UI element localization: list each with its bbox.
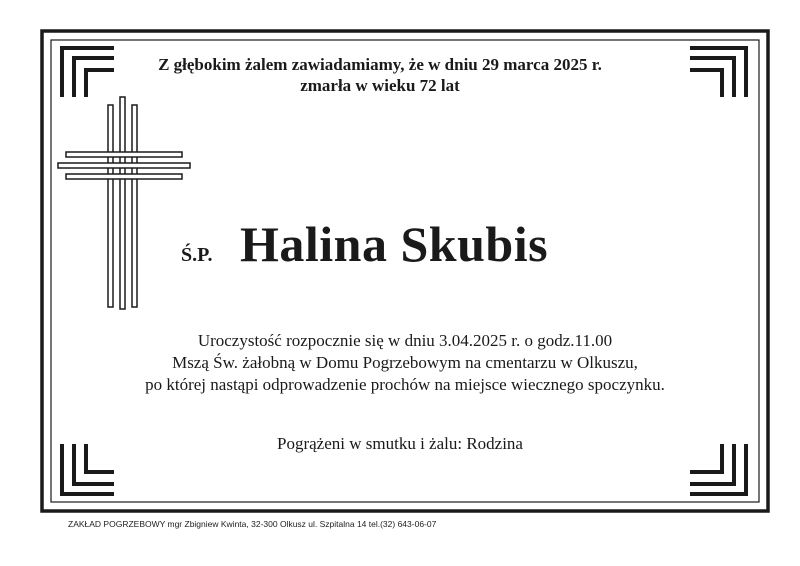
mourners-line: Pogrążeni w smutku i żalu: Rodzina (277, 434, 523, 453)
ceremony-line-2: Mszą Św. żałobną w Domu Pogrzebowym na cmentarzu w Olkuszu, (172, 353, 638, 372)
ceremony-line-3: po której nastąpi odprowadzenie prochów na miejsce wiecznego spoczynku. (145, 375, 665, 394)
ceremony-line-1: Uroczystość rozpocznie się w dniu 3.04.2025 r. o godz.11.00 (197, 331, 613, 350)
ceremony-details (100, 330, 710, 396)
deceased-prefix: Ś.P. (181, 244, 213, 266)
deceased-name: Halina Skubis (240, 216, 549, 272)
corner-ornament-icon (692, 48, 746, 95)
cross-icon (58, 97, 190, 309)
corner-ornament-icon (692, 446, 746, 494)
funeral-home-footer: ZAKŁAD POGRZEBOWY mgr Zbigniew Kwinta, 32-300 Olkusz ul. Szpitalna 14 tel.(32) 643-06-07 (68, 519, 437, 529)
announcement-line-2: zmarła w wieku 72 lat (300, 76, 460, 95)
announcement-line-1: Z głębokim żalem zawiadamiamy, że w dniu 29 marca 2025 r. (158, 55, 602, 74)
